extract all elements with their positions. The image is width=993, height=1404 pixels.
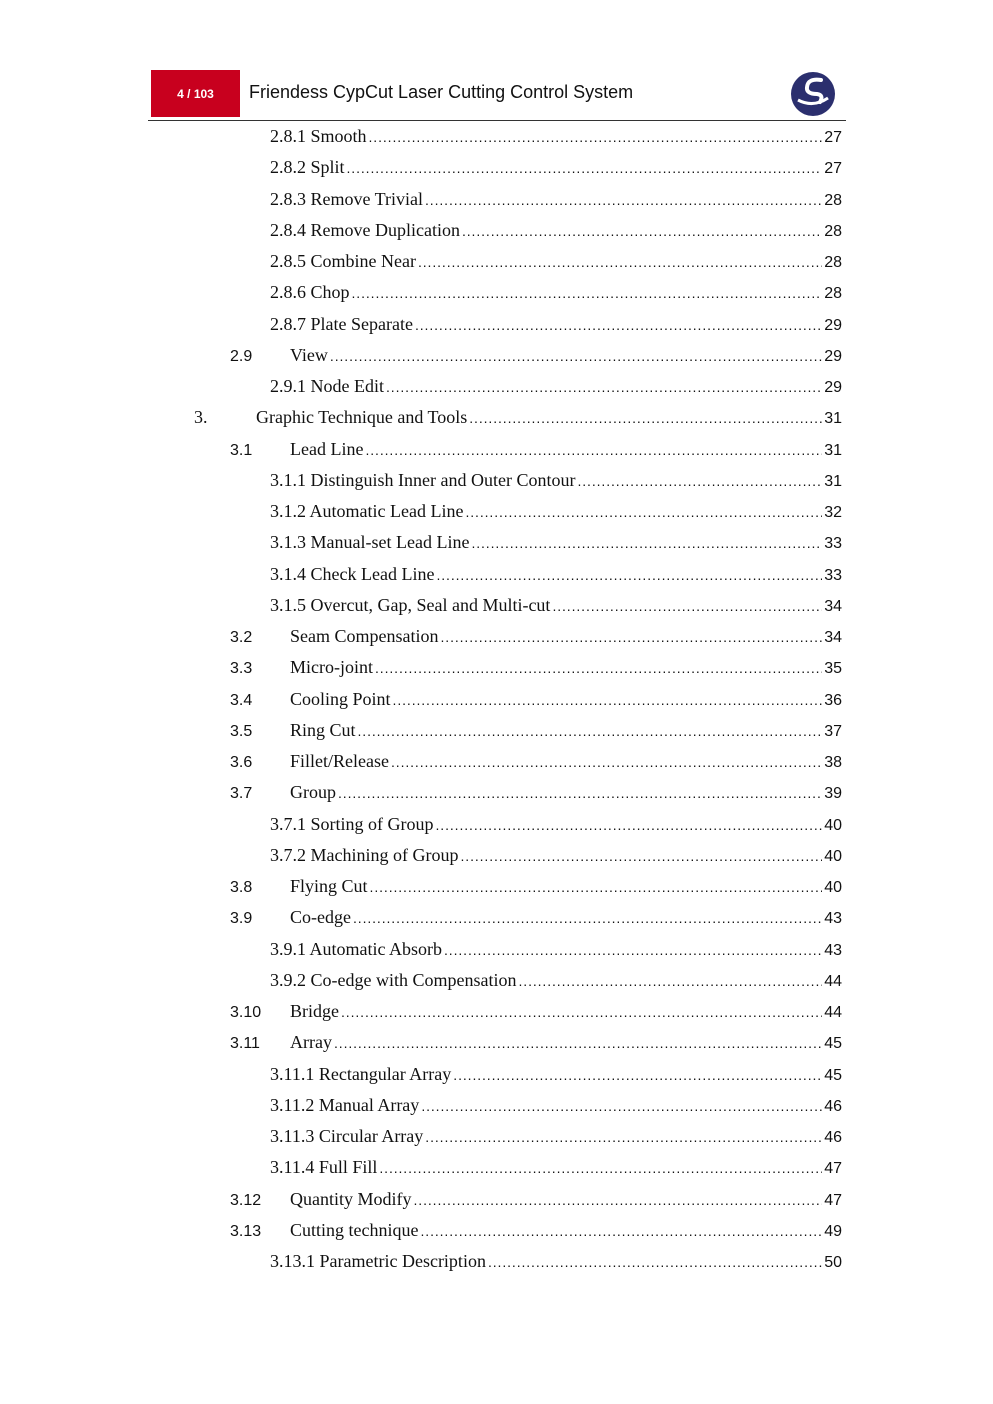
toc-entry-title: 2.8.3 Remove Trivial <box>270 188 424 209</box>
toc-dot-leader <box>370 875 823 899</box>
toc-entry[interactable] <box>270 499 842 523</box>
toc-entry-page: 28 <box>824 254 842 271</box>
toc-dot-leader <box>414 1188 823 1212</box>
toc-entry[interactable] <box>270 374 842 398</box>
toc-dot-leader <box>469 406 822 430</box>
toc-entry[interactable] <box>270 312 842 336</box>
toc-entry-page: 27 <box>824 129 842 146</box>
toc-entry-page: 36 <box>824 691 842 709</box>
toc-entry[interactable] <box>270 937 842 961</box>
toc-entry-title: 3.1.2 Automatic Lead Line <box>270 501 464 521</box>
toc-entry[interactable] <box>270 968 842 992</box>
toc-entry[interactable] <box>230 718 842 742</box>
toc-entry[interactable] <box>230 655 842 679</box>
toc-entry-title: 3.9.2 Co-edge with Compensation <box>270 969 517 990</box>
toc-entry[interactable] <box>230 1030 842 1054</box>
toc-entry[interactable] <box>270 1062 842 1086</box>
toc-entry-title: Seam Compensation <box>290 626 439 646</box>
toc-entry-page: 27 <box>824 160 842 178</box>
toc-entry-number: 3.8 <box>230 879 253 896</box>
toc-entry-title: Group <box>290 782 336 803</box>
toc-dot-leader <box>436 813 823 837</box>
toc-entry-page: 44 <box>824 1004 842 1021</box>
page-header <box>148 70 844 120</box>
toc-entry-title: Bridge <box>290 1001 339 1021</box>
toc-entry[interactable] <box>270 562 842 586</box>
toc-dot-leader <box>421 1094 822 1118</box>
toc-entry[interactable] <box>230 1218 842 1242</box>
toc-dot-leader <box>471 531 822 555</box>
toc-entry-page: 29 <box>824 379 842 396</box>
toc-entry-title: 2.8.1 Smooth <box>270 126 367 146</box>
toc-dot-leader <box>358 719 823 743</box>
header-divider <box>148 120 846 121</box>
toc-entry-number: 3.13 <box>230 1222 262 1240</box>
toc-entry-number: 3.5 <box>230 722 253 740</box>
toc-dot-leader <box>365 438 822 462</box>
toc-entry-title: 3.13.1 Parametric Description <box>270 1251 486 1271</box>
toc-entry-title: 3.11.2 Manual Array <box>270 1094 420 1115</box>
toc-entry[interactable] <box>270 843 842 867</box>
toc-entry-page: 46 <box>824 1129 842 1146</box>
toc-entry-page: 28 <box>824 191 842 209</box>
toc-entry-page: 40 <box>824 879 842 896</box>
toc-entry-page: 31 <box>824 441 842 459</box>
page-indicator-badge: 4 / 103 <box>151 70 240 117</box>
toc-entry-number: 3.10 <box>230 1004 262 1021</box>
toc-entry-title: 3.9.1 Automatic Absorb <box>270 938 442 959</box>
toc-entry-title: 3.1.5 Overcut, Gap, Seal and Multi-cut <box>270 594 551 615</box>
toc-entry-title: 2.8.5 Combine Near <box>270 251 416 271</box>
toc-entry-page: 29 <box>824 347 842 365</box>
toc-dot-leader <box>391 750 822 774</box>
toc-entry[interactable] <box>194 405 842 429</box>
toc-entry[interactable] <box>230 874 842 898</box>
toc-entry-title: 3.1.4 Check Lead Line <box>270 563 435 584</box>
toc-entry-number: 3.11 <box>230 1035 260 1053</box>
toc-entry-page: 33 <box>824 535 842 553</box>
toc-entry-title: Quantity Modify <box>290 1188 412 1209</box>
toc-entry[interactable] <box>230 749 842 773</box>
toc-entry[interactable] <box>270 1155 842 1179</box>
toc-entry-page: 43 <box>824 941 842 959</box>
toc-dot-leader <box>334 1031 822 1055</box>
toc-entry-title: Lead Line <box>290 438 364 459</box>
toc-entry-page: 31 <box>824 472 842 490</box>
toc-entry[interactable] <box>230 624 842 648</box>
toc-dot-leader <box>375 656 822 680</box>
toc-entry-number: 3.4 <box>230 691 253 709</box>
toc-entry-number: 3.7 <box>230 785 253 803</box>
toc-entry[interactable] <box>230 780 842 804</box>
toc-entry-title: Graphic Technique and Tools <box>256 407 468 428</box>
toc-dot-leader <box>415 313 822 337</box>
toc-dot-leader <box>420 1219 822 1243</box>
toc-entry-title: Cooling Point <box>290 688 391 709</box>
toc-dot-leader <box>577 469 822 493</box>
toc-entry-page: 28 <box>824 285 842 303</box>
toc-dot-leader <box>418 250 822 274</box>
toc-entry-title: 2.8.7 Plate Separate <box>270 313 413 334</box>
toc-entry-title: 3.11.3 Circular Array <box>270 1126 424 1146</box>
toc-entry[interactable] <box>230 1187 842 1211</box>
toc-entry-title: 2.8.2 Split <box>270 157 345 178</box>
toc-dot-leader <box>341 1000 822 1024</box>
toc-entry-number: 3. <box>194 407 208 428</box>
toc-entry-title: 2.8.4 Remove Duplication <box>270 219 460 240</box>
toc-entry-number: 3.9 <box>230 910 253 928</box>
toc-dot-leader <box>552 594 822 618</box>
document-title: Friendess CypCut Laser Cutting Control System <box>249 82 634 102</box>
toc-dot-leader <box>352 281 823 305</box>
toc-entry-number: 3.6 <box>230 754 253 771</box>
toc-entry[interactable] <box>270 1124 842 1148</box>
toc-entry-number: 3.12 <box>230 1191 262 1209</box>
toc-dot-leader <box>460 844 822 868</box>
toc-entry[interactable] <box>230 905 842 929</box>
toc-entry-title: View <box>290 344 328 365</box>
toc-entry-number: 3.3 <box>230 660 253 678</box>
toc-dot-leader <box>436 563 822 587</box>
toc-entry-title: Array <box>290 1032 332 1053</box>
toc-entry-page: 38 <box>824 754 842 771</box>
toc-dot-leader <box>425 188 822 212</box>
toc-entry-number: 2.9 <box>230 347 253 365</box>
toc-entry-title: 2.9.1 Node Edit <box>270 376 384 396</box>
toc-entry[interactable] <box>270 812 842 836</box>
toc-dot-leader <box>393 688 823 712</box>
toc-dot-leader <box>353 906 822 930</box>
toc-entry-page: 31 <box>824 410 842 428</box>
toc-entry[interactable] <box>230 343 842 367</box>
toc-entry[interactable] <box>270 280 842 304</box>
toc-dot-leader <box>462 219 822 243</box>
toc-entry[interactable] <box>270 155 842 179</box>
toc-entry-title: 3.1.1 Distinguish Inner and Outer Contour <box>270 469 576 490</box>
toc-dot-leader <box>330 344 822 368</box>
toc-dot-leader <box>488 1250 822 1274</box>
toc-dot-leader <box>425 1125 822 1149</box>
toc-entry[interactable] <box>230 687 842 711</box>
cypcut-logo-icon <box>788 70 838 118</box>
toc-entry-page: 33 <box>824 566 842 584</box>
toc-entry-page: 44 <box>824 972 842 990</box>
toc-entry-page: 28 <box>824 222 842 240</box>
toc-entry-title: 2.8.6 Chop <box>270 282 350 303</box>
toc-entry-page: 40 <box>824 847 842 865</box>
toc-entry-number: 3.2 <box>230 629 253 646</box>
toc-entry[interactable] <box>270 249 842 273</box>
toc-entry-title: Fillet/Release <box>290 751 389 771</box>
toc-entry[interactable] <box>270 1093 842 1117</box>
toc-dot-leader <box>518 969 822 993</box>
toc-entry-page: 45 <box>824 1035 842 1053</box>
toc-dot-leader <box>338 781 822 805</box>
toc-dot-leader <box>369 125 823 149</box>
toc-entry[interactable] <box>270 530 842 554</box>
toc-dot-leader <box>465 500 822 524</box>
toc-entry[interactable] <box>270 218 842 242</box>
toc-entry-title: 3.1.3 Manual-set Lead Line <box>270 532 470 553</box>
toc-entry-page: 43 <box>824 910 842 928</box>
toc-entry-page: 34 <box>824 629 842 646</box>
toc-entry-page: 32 <box>824 504 842 521</box>
toc-entry-page: 34 <box>824 597 842 615</box>
toc-entry[interactable] <box>270 468 842 492</box>
toc-entry-title: 3.7.2 Machining of Group <box>270 844 459 865</box>
toc-dot-leader <box>347 156 823 180</box>
toc-entry-title: Ring Cut <box>290 719 356 740</box>
toc-entry[interactable] <box>270 187 842 211</box>
toc-entry-page: 50 <box>824 1254 842 1271</box>
toc-dot-leader <box>453 1063 822 1087</box>
toc-entry-title: Co-edge <box>290 907 351 928</box>
toc-entry-title: 3.11.1 Rectangular Array <box>270 1063 452 1084</box>
toc-entry-page: 47 <box>824 1160 842 1178</box>
toc-entry[interactable] <box>230 437 842 461</box>
toc-entry[interactable] <box>270 124 842 148</box>
toc-entry-page: 46 <box>824 1097 842 1115</box>
toc-entry-page: 35 <box>824 660 842 678</box>
toc-entry-title: Flying Cut <box>290 876 368 896</box>
toc-entry[interactable] <box>270 1249 842 1273</box>
toc-entry-title: 3.11.4 Full Fill <box>270 1157 378 1178</box>
toc-entry-page: 47 <box>824 1191 842 1209</box>
toc-dot-leader <box>386 375 822 399</box>
toc-entry[interactable] <box>230 999 842 1023</box>
toc-entry-page: 45 <box>824 1066 842 1084</box>
toc-entry-page: 40 <box>824 816 842 834</box>
toc-entry-page: 37 <box>824 722 842 740</box>
toc-entry-title: 3.7.1 Sorting of Group <box>270 813 434 834</box>
toc-entry-page: 39 <box>824 785 842 803</box>
toc-entry-page: 49 <box>824 1222 842 1240</box>
toc-entry-title: Cutting technique <box>290 1219 419 1240</box>
toc-entry-page: 29 <box>824 316 842 334</box>
toc-entry-title: Micro-joint <box>290 657 373 678</box>
toc-dot-leader <box>444 938 822 962</box>
toc-dot-leader <box>379 1156 822 1180</box>
toc-entry-number: 3.1 <box>230 441 253 459</box>
toc-entry[interactable] <box>270 593 842 617</box>
toc-dot-leader <box>440 625 822 649</box>
